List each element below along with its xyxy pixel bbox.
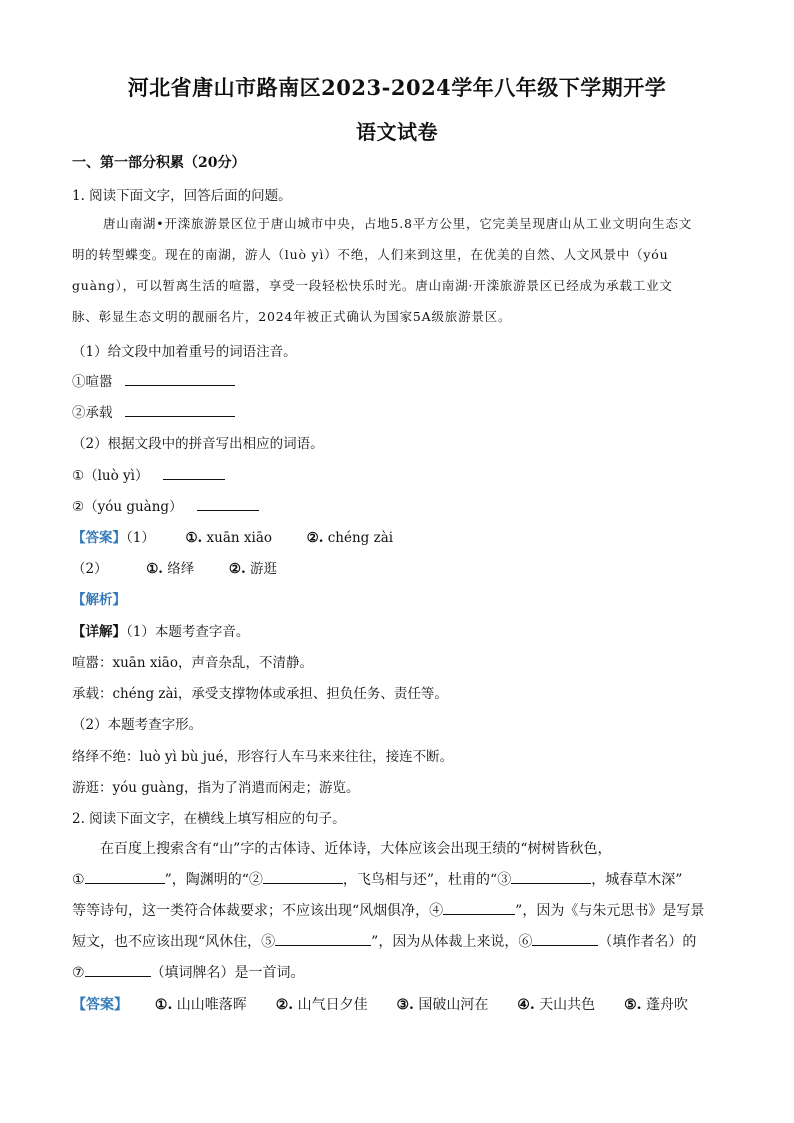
sub-question-1a bbox=[72, 370, 235, 390]
sub-question-1: （1）给文段中加着重号的词语注音。 bbox=[72, 344, 297, 360]
q2-text: ”，因为《与朱元思书》是写景 bbox=[515, 903, 705, 919]
answer-blank bbox=[85, 870, 165, 884]
answer-number: ②. bbox=[306, 530, 324, 546]
answer-blank bbox=[85, 963, 151, 977]
answer-number: ②. bbox=[228, 561, 246, 577]
passage-line-1: 唐山南湖•开滦旅游景区位于唐山城市中央，占地5.8平方公里，它完美呈现唐山从工业文明向生态文 bbox=[103, 216, 693, 231]
detail-youguang: 游逛：yóu guàng，指为了消遣而闲走；游览。 bbox=[72, 780, 360, 796]
answer-blank bbox=[125, 372, 235, 386]
answer-number: ④. bbox=[517, 997, 535, 1013]
answer-blank bbox=[532, 932, 598, 946]
passage-line-2: 明的转型蝶变。现在的南湖，游人（luò yì）不绝，人们来到这里，在优美的自然、人文风景中（yóu bbox=[72, 247, 669, 262]
answer-part-label: （2） bbox=[72, 561, 108, 577]
answer-number: ⑤. bbox=[624, 997, 642, 1013]
answer-text: 天山共色 bbox=[539, 997, 596, 1013]
answer-blank bbox=[511, 870, 591, 884]
analysis-tag: 【解析】 bbox=[72, 592, 126, 608]
q2-text: 等等诗句，这一类符合体裁要求；不应该出现“风烟俱净，④ bbox=[72, 903, 444, 919]
answer-number: ①. bbox=[146, 561, 163, 577]
detail-chengzai: 承载：chéng zài，承受支撑物体或承担、担负任务、责任等。 bbox=[72, 686, 448, 702]
answer-blank bbox=[163, 466, 225, 480]
sub-question-2b bbox=[72, 495, 259, 515]
question-1-stem: 1. 阅读下面文字，回答后面的问题。 bbox=[72, 188, 292, 204]
answer-tag: 【答案】 bbox=[72, 530, 126, 546]
answer-row-1 bbox=[72, 526, 393, 546]
answer-tag: 【答案】 bbox=[72, 997, 128, 1013]
answer-text: chéng zài bbox=[327, 530, 394, 546]
detail-tag: 【详解】 bbox=[72, 624, 126, 640]
answer-number: ②. bbox=[275, 997, 294, 1013]
sub-question-2b-label: ②（yóu guàng） bbox=[72, 499, 183, 515]
q2-para-line-2 bbox=[72, 869, 682, 889]
answer-number: ③. bbox=[396, 997, 414, 1013]
answer-text: 络绎 bbox=[167, 561, 195, 577]
section-heading: 一、第一部分积累（20分） bbox=[72, 155, 246, 171]
blank-number: ① bbox=[72, 872, 85, 888]
answer-text: xuān xiāo bbox=[206, 530, 272, 546]
answer-text: 山气日夕佳 bbox=[297, 997, 368, 1013]
detail-xuanxiao: 喧嚣：xuān xiāo，声音杂乱，不清静。 bbox=[72, 655, 313, 671]
passage-line-3: guàng），可以暂离生活的喧嚣，享受一段轻松快乐时光。唐山南湖·开滦旅游景区已经成为承载工业文 bbox=[72, 278, 673, 293]
q2-text: ”，因为从体裁上来说，⑥ bbox=[371, 934, 533, 950]
q2-text: ”，陶渊明的“② bbox=[164, 872, 263, 888]
sub-question-1a-label: ①喧嚣 bbox=[72, 374, 113, 390]
sub-question-2a-label: ①（luò yì） bbox=[72, 468, 149, 484]
passage-line-4: 脉、彰显生态文明的靓丽名片，2024年被正式确认为国家5A级旅游景区。 bbox=[72, 309, 512, 324]
answer-blank bbox=[275, 932, 371, 946]
q2-answer-row bbox=[72, 994, 688, 1014]
q2-para-line-4 bbox=[72, 931, 696, 951]
sub-question-1b-label: ②承载 bbox=[72, 405, 113, 421]
detail-luoyi: 络绎不绝：luò yì bù jué，形容行人车马来来往往，接连不断。 bbox=[72, 749, 454, 765]
answer-blank bbox=[125, 403, 235, 417]
sub-question-2: （2）根据文段中的拼音写出相应的词语。 bbox=[72, 436, 324, 452]
answer-blank bbox=[197, 497, 259, 511]
detail-text: （1）本题考查字音。 bbox=[126, 624, 250, 640]
detail-line bbox=[72, 620, 249, 640]
q2-text: （填作者名）的 bbox=[598, 934, 697, 950]
q2-text: ，飞鸟相与还”，杜甫的“③ bbox=[342, 872, 512, 888]
answer-blank bbox=[263, 870, 343, 884]
answer-text: 游逛 bbox=[250, 561, 277, 577]
detail-part-2: （2）本题考查字形。 bbox=[72, 717, 203, 733]
q2-text: （填词牌名）是一首词。 bbox=[150, 965, 305, 981]
answer-part-label: （1） bbox=[126, 530, 155, 546]
sub-question-1b bbox=[72, 401, 235, 421]
q2-para-line-1: 在百度上搜索含有“山”字的古体诗、近体诗，大体应该会出现王绩的“树树皆秋色， bbox=[100, 841, 612, 857]
question-2-stem: 2. 阅读下面文字，在横线上填写相应的句子。 bbox=[72, 811, 346, 827]
page-subtitle: 语文试卷 bbox=[356, 120, 438, 144]
q2-para-line-3 bbox=[72, 900, 704, 920]
blank-number: ⑦ bbox=[72, 965, 85, 981]
answer-text: 山山唯落晖 bbox=[176, 997, 247, 1013]
answer-blank bbox=[443, 901, 515, 915]
answer-text: 蓬舟吹 bbox=[645, 997, 688, 1013]
q2-para-line-5 bbox=[72, 962, 305, 982]
page-title: 河北省唐山市路南区2023-2024学年八年级下学期开学 bbox=[127, 75, 667, 100]
answer-number: ①. bbox=[185, 530, 203, 546]
answer-number: ①. bbox=[154, 997, 173, 1013]
answer-text: 国破山河在 bbox=[418, 997, 489, 1013]
sub-question-2a bbox=[72, 464, 225, 484]
q2-text: 短文，也不应该出现“风休住，⑤ bbox=[72, 934, 276, 950]
answer-row-2 bbox=[72, 557, 277, 577]
q2-text: ，城春草木深” bbox=[591, 872, 683, 888]
